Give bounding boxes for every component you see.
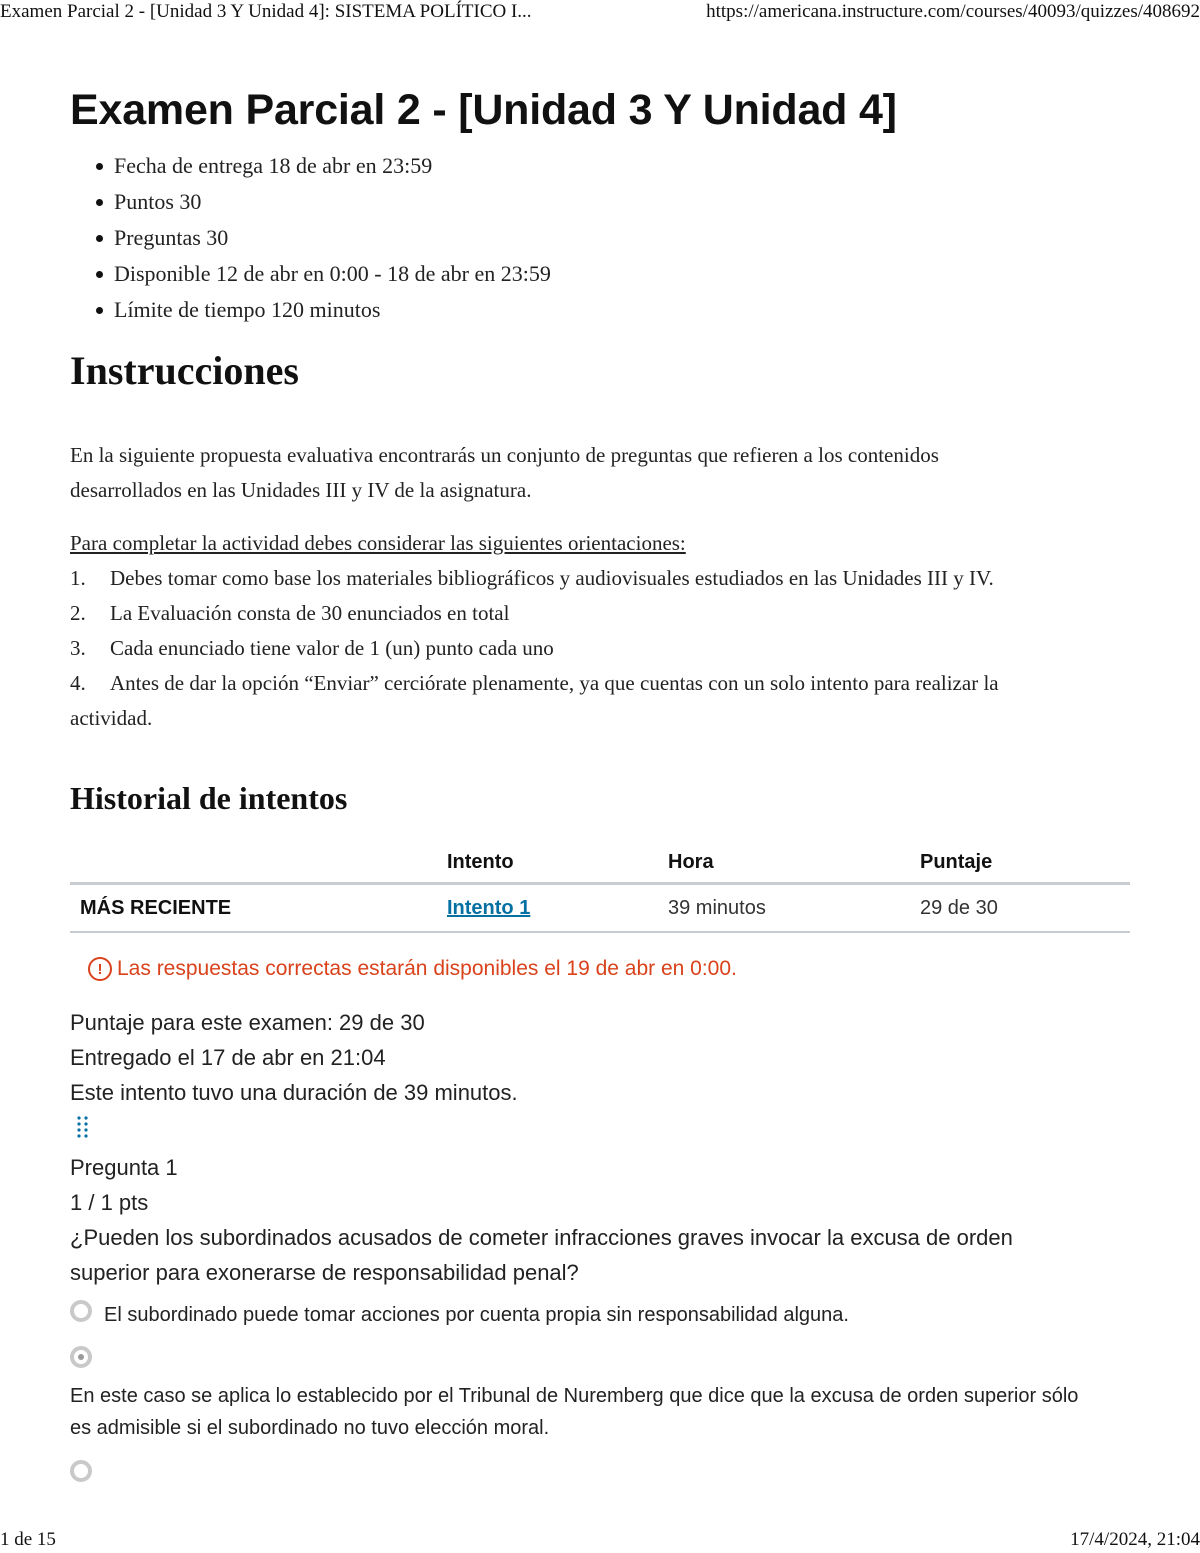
instructions-intro: En la siguiente propuesta evaluativa encontrarás un conjunto de preguntas que refieren a los contenidos desarrollados en las Unidades III y IV de la asignatura. bbox=[70, 443, 939, 502]
table-header-row bbox=[70, 842, 1130, 884]
attempt-link[interactable]: Intento 1 bbox=[447, 897, 531, 919]
answers-availability-notice bbox=[88, 953, 1130, 985]
print-header bbox=[0, 0, 1200, 26]
radio-button[interactable] bbox=[70, 1300, 92, 1322]
bullet-icon bbox=[96, 199, 103, 206]
orientation-item: 1. Debes tomar como base los materiales bibliográficos y audiovisuales estudiados en las Unidades III y IV. bbox=[70, 566, 994, 590]
detail-due-date: Fecha de entrega 18 de abr en 23:59 bbox=[96, 148, 1130, 184]
drag-handle-icon[interactable] bbox=[70, 1116, 1130, 1150]
radio-button[interactable] bbox=[70, 1460, 92, 1482]
summary-submitted: Entregado el 17 de abr en 21:04 bbox=[70, 1045, 386, 1070]
page-number: 1 de 15 bbox=[0, 1529, 56, 1550]
bullet-icon bbox=[96, 307, 103, 314]
print-datetime: 17/4/2024, 21:04 bbox=[1070, 1529, 1200, 1550]
summary-score: Puntaje para este examen: 29 de 30 bbox=[70, 1010, 425, 1035]
quiz-content bbox=[70, 80, 1130, 1482]
question-points: 1 / 1 pts bbox=[70, 1190, 149, 1215]
question-label: Pregunta 1 bbox=[70, 1155, 178, 1180]
warning-icon: ! bbox=[88, 957, 112, 981]
attempt-summary bbox=[70, 1005, 1130, 1110]
orientation-item: 2. La Evaluación consta de 30 enunciados en total bbox=[70, 601, 510, 625]
orientation-item: 4. Antes de dar la opción “Enviar” cerciórate plenamente, ya que cuentas con un solo intento para realizar la bbox=[70, 671, 999, 695]
answer-option[interactable] bbox=[70, 1460, 1130, 1482]
attempt-time: 39 minutos bbox=[668, 884, 920, 933]
bullet-icon bbox=[96, 235, 103, 242]
instructions-heading: Instrucciones bbox=[70, 348, 299, 393]
print-footer bbox=[0, 1527, 1200, 1553]
attempt-score: 29 de 30 bbox=[920, 884, 1130, 933]
detail-available: Disponible 12 de abr en 0:00 - 18 de abr en 23:59 bbox=[96, 256, 1130, 292]
print-header-url: https://americana.instructure.com/courses/40093/quizzes/408692 bbox=[706, 1, 1200, 22]
radio-button-selected[interactable] bbox=[70, 1346, 92, 1368]
answer-option[interactable] bbox=[70, 1300, 1130, 1330]
quiz-title: Examen Parcial 2 - [Unidad 3 Y Unidad 4] bbox=[70, 86, 897, 134]
orientation-item: 3. Cada enunciado tiene valor de 1 (un) punto cada uno bbox=[70, 636, 554, 660]
orientation-item-continuation: actividad. bbox=[70, 706, 153, 730]
column-header-time: Hora bbox=[668, 842, 920, 884]
orientations-heading: Para completar la actividad debes considerar las siguientes orientaciones: bbox=[70, 531, 686, 555]
detail-time-limit: Límite de tiempo 120 minutos bbox=[96, 292, 1130, 328]
quiz-details bbox=[96, 148, 1130, 328]
answer-option[interactable] bbox=[70, 1346, 1130, 1444]
question-1 bbox=[70, 1150, 1130, 1482]
attempt-history-table bbox=[70, 842, 1130, 933]
bullet-icon bbox=[96, 163, 103, 170]
question-text: ¿Pueden los subordinados acusados de cometer infracciones graves invocar la excusa de orden superior para exonerarse de responsabilidad penal? bbox=[70, 1225, 1013, 1285]
column-header-score: Puntaje bbox=[920, 842, 1130, 884]
history-heading: Historial de intentos bbox=[70, 780, 348, 816]
answer-label: El subordinado puede tomar acciones por cuenta propia sin responsabilidad alguna. bbox=[104, 1304, 849, 1326]
column-header-attempt: Intento bbox=[447, 842, 668, 884]
summary-duration: Este intento tuvo una duración de 39 minutos. bbox=[70, 1080, 518, 1105]
table-row bbox=[70, 884, 1130, 933]
orientations-list bbox=[70, 561, 1130, 736]
detail-questions: Preguntas 30 bbox=[96, 220, 1130, 256]
column-header-empty bbox=[70, 842, 447, 884]
bullet-icon bbox=[96, 271, 103, 278]
notice-text: Las respuestas correctas estarán disponibles el 19 de abr en 0:00. bbox=[117, 957, 737, 980]
most-recent-label: MÁS RECIENTE bbox=[70, 884, 447, 933]
detail-points: Puntos 30 bbox=[96, 184, 1130, 220]
print-header-title: Examen Parcial 2 - [Unidad 3 Y Unidad 4]: SISTEMA POLÍTICO I... bbox=[0, 1, 532, 22]
answer-label: En este caso se aplica lo establecido por el Tribunal de Nuremberg que dice que la excusa de orden superior sólo es admisible si el subordinado no tuvo elección moral. bbox=[70, 1385, 1079, 1439]
